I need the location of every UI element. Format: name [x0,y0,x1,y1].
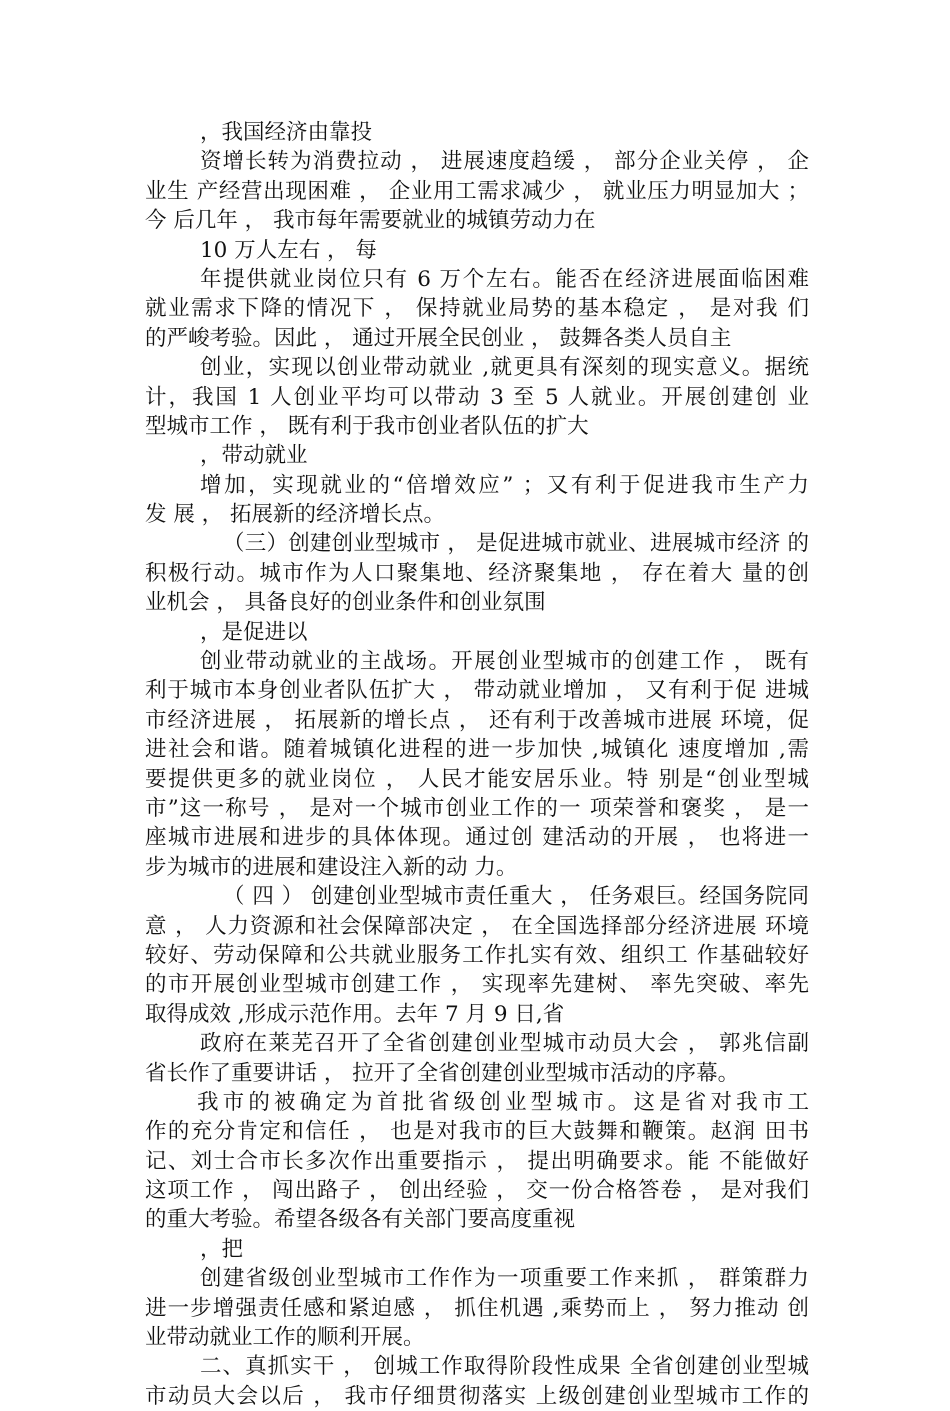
text-line: 座城市进展和进步的具体体现。通过创 建活动的开展 ， 也将进一 [145,825,809,851]
text-line: 积极行动。城市作为人口聚集地、经济聚集地 ， 存在着大 量的创 [145,560,809,586]
text-line: （ 四 ） 创建创业型城市责任重大 ， 任务艰巨。经国务院同 [223,884,809,910]
text-line: 就业需求下降的情况下 ， 保持就业局势的基本稳定 ， 是对我 们 [145,296,809,322]
text-line: 创建省级创业型城市工作作为一项重要工作来抓 ， 群策群力 [200,1266,809,1292]
text-line: 记、刘士合市长多次作出重要指示 ， 提出明确要求。能 不能做好 [145,1148,809,1174]
text-line: 意 ， 人力资源和社会保障部决定 ， 在全国选择部分经济进展 环境 [145,913,809,939]
text-line: 政府在莱芜召开了全省创建创业型城市动员大会 ， 郭兆信副 [200,1031,809,1057]
text-line: 作的充分肯定和信任 ， 也是对我市的巨大鼓舞和鞭策。赵润 田书 [145,1119,809,1145]
text-line: 进社会和谐。随着城镇化进程的进一步加快 ,城镇化 速度增加 ,需 [145,737,809,763]
text-line: 省长作了重要讲话 ， 拉开了全省创建创业型城市活动的序幕。 [145,1060,740,1086]
text-line: 资增长转为消费拉动 ， 进展速度趋缓 ， 部分企业关停 ， 企 [200,149,809,175]
text-line: （三）创建创业型城市 ， 是促进城市就业、进展城市经济 的 [223,531,809,557]
text-line: 较好、劳动保障和公共就业服务工作扎实有效、组织工 作基础较好 [145,942,809,968]
text-line: ，是促进以 [200,619,308,645]
text-line: 的重大考验。希望各级各有关部门要高度重视 [145,1207,576,1233]
text-line: 业带动就业工作的顺利开展。 [145,1325,425,1351]
text-line: 进一步增强责任感和紧迫感 ， 抓住机遇 ,乘势而上 ， 努力推动 创 [145,1295,809,1321]
text-line: 10 万人左右 ， 每 [200,237,377,263]
text-line: 业机会 ， 具备良好的创业条件和创业氛围 [145,590,546,616]
text-line: 利于城市本身创业者队伍扩大 ， 带动就业增加 ， 又有利于促 进城 [145,678,809,704]
document-body [145,118,809,1411]
text-line: 的严峻考验。因此 ， 通过开展全民创业 ， 鼓舞各类人员自主 [145,325,732,351]
text-line: 发 展 ， 拓展新的经济增长点。 [145,502,446,528]
text-line: 市”这一称号 ， 是对一个城市创业工作的一 项荣誉和褒奖 ， 是一 [145,795,809,821]
text-line: 步为城市的进展和建设注入新的动 力。 [145,854,518,880]
text-line: 市经济进展 ， 拓展新的增长点 ， 还有利于改善城市进展 环境，促 [145,707,809,733]
text-line: 二、真抓实干 ， 创城工作取得阶段性成果 全省创建创业型城 [200,1354,809,1380]
text-line: 的市开展创业型城市创建工作 ， 实现率先建树、 率先突破、率先 [145,972,809,998]
text-line: 计，我国 1 人创业平均可以带动 3 至 5 人就业。开展创建创 业 [145,384,809,410]
text-line: 今 后几年 ， 我市每年需要就业的城镇劳动力在 [145,208,596,234]
text-line: 年提供就业岗位只有 6 万个左右。能否在经济进展面临困难 [200,266,809,292]
text-line: 我市的被确定为首批省级创业型城市。这是省对我市工 [197,1089,809,1115]
text-line: 这项工作 ， 闯出路子 ， 创出经验 ， 交一份合格答卷 ， 是对我们 [145,1178,809,1204]
text-line: ，把 [200,1236,244,1262]
text-line: 市动员大会以后 ， 我市仔细贯彻落实 上级创建创业型城市工作的 [145,1383,809,1409]
text-line: 要提供更多的就业岗位 ， 人民才能安居乐业。特 别是“创业型城 [145,766,809,792]
text-line: 创业带动就业的主战场。开展创业型城市的创建工作 ， 既有 [200,649,809,675]
text-line: 取得成效 ,形成示范作用。去年 7 月 9 日,省 [145,1001,565,1027]
text-line: ，我国经济由靠投 [200,120,373,145]
text-line: ，带动就业 [200,443,308,469]
text-line: 业生 产经营出现困难 ， 企业用工需求减少 ， 就业压力明显加大 ； [145,178,809,204]
text-line: 增加，实现就业的“倍增效应” ；又有利于促进我市生产力 [200,472,809,498]
text-line: 型城市工作 ， 既有利于我市创业者队伍的扩大 [145,413,589,439]
text-line: 创业，实现以创业带动就业 ,就更具有深刻的现实意义。据统 [200,355,809,381]
